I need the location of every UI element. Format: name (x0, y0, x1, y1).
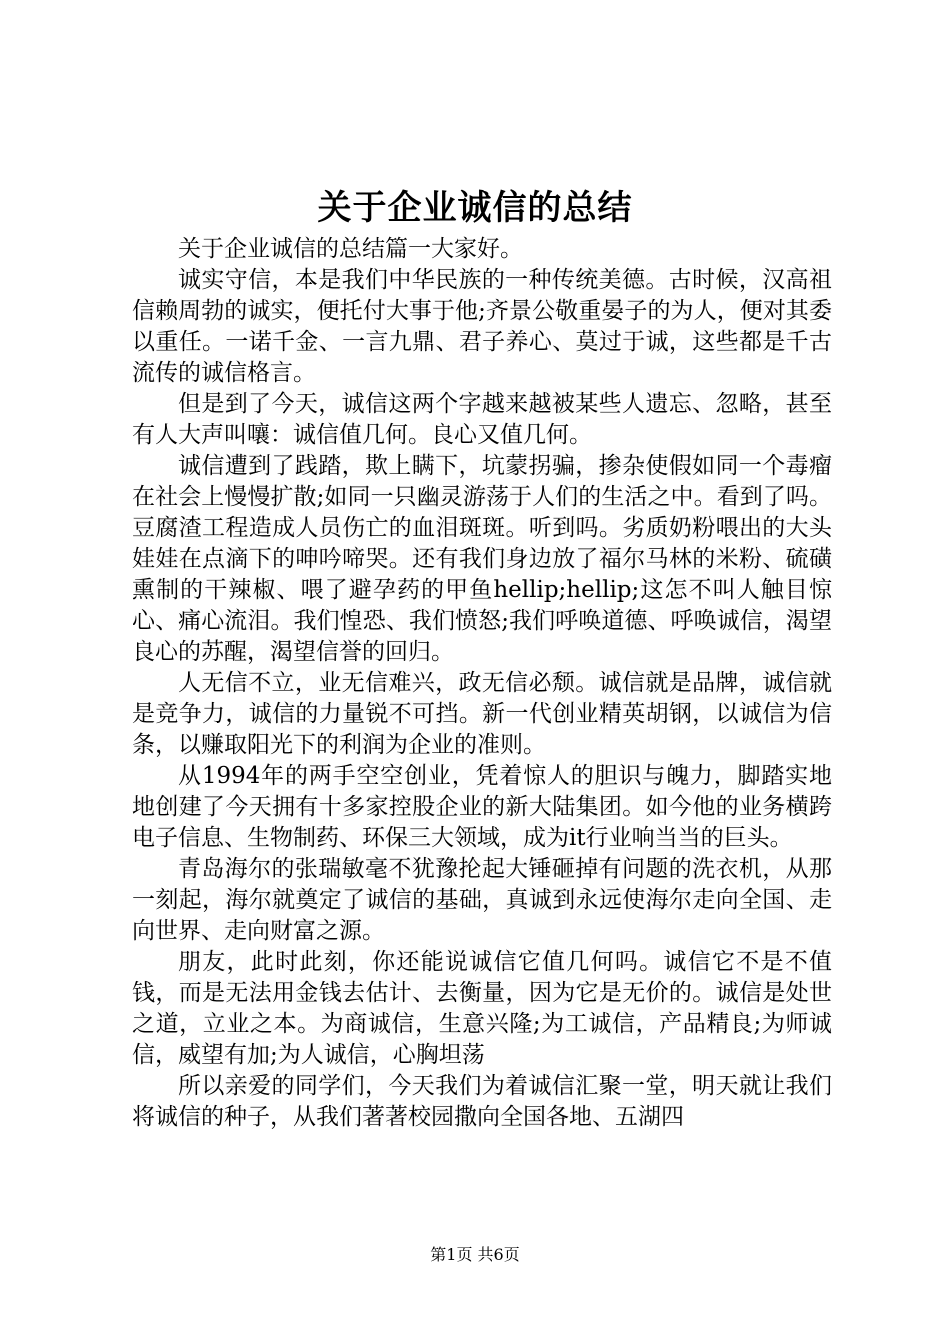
paragraph: 人无信不立，业无信难兴，政无信必颓。诚信就是品牌，诚信就是竞争力，诚信的力量锐不可挡。新一代创业精英胡钢，以诚信为信条，以赚取阳光下的利润为企业的准则。 (132, 670, 832, 758)
paragraph: 诚实守信，本是我们中华民族的一种传统美德。古时候，汉高祖信赖周勃的诚实，便托付大事于他;齐景公敬重晏子的为人，便对其委以重任。一诺千金、一言九鼎、君子养心、莫过于诚，这些都是千古流传的诚信格言。 (132, 267, 832, 386)
paragraph: 青岛海尔的张瑞敏毫不犹豫抡起大锤砸掉有问题的洗衣机，从那一刻起，海尔就奠定了诚信的基础，真诚到永远使海尔走向全国、走向世界、走向财富之源。 (132, 856, 832, 944)
document-body (132, 234, 832, 1133)
paragraph: 但是到了今天，诚信这两个字越来越被某些人遗忘、忽略，甚至有人大声叫嚷：诚信值几何。良心又值几何。 (132, 391, 832, 448)
paragraph: 从1994年的两手空空创业，凭着惊人的胆识与魄力，脚踏实地地创建了今天拥有十多家控股企业的新大陆集团。如今他的业务横跨电子信息、生物制药、环保三大领域，成为it行业响当当的巨头。 (132, 763, 832, 851)
paragraph: 关于企业诚信的总结篇一大家好。 (178, 236, 523, 262)
document-title: 关于企业诚信的总结 (317, 188, 633, 228)
paragraph: 诚信遭到了践踏，欺上瞒下，坑蒙拐骗，掺杂使假如同一个毒瘤在社会上慢慢扩散;如同一只幽灵游荡于人们的生活之中。看到了吗。豆腐渣工程造成人员伤亡的血泪斑斑。听到吗。劣质奶粉喂出的大头娃娃在点滴下的呻吟啼哭。还有我们身边放了福尔马林的米粉、硫磺熏制的干辣椒、喂了避孕药的甲鱼hellip;hellip;这怎不叫人触目惊心、痛心流泪。我们惶恐、我们愤怒;我们呼唤道德、呼唤诚信，渴望良心的苏醒，渴望信誉的回归。 (132, 453, 832, 665)
paragraph: 朋友，此时此刻，你还能说诚信它值几何吗。诚信它不是不值钱，而是无法用金钱去估计、去衡量，因为它是无价的。诚信是处世之道，立业之本。为商诚信，生意兴隆;为工诚信，产品精良;为师诚信，威望有加;为人诚信，心胸坦荡 (132, 949, 832, 1068)
page-footer: 第1页 共6页 (430, 1245, 520, 1264)
paragraph: 所以亲爱的同学们，今天我们为着诚信汇聚一堂，明天就让我们将诚信的种子，从我们著著校园撒向全国各地、五湖四 (132, 1073, 832, 1130)
